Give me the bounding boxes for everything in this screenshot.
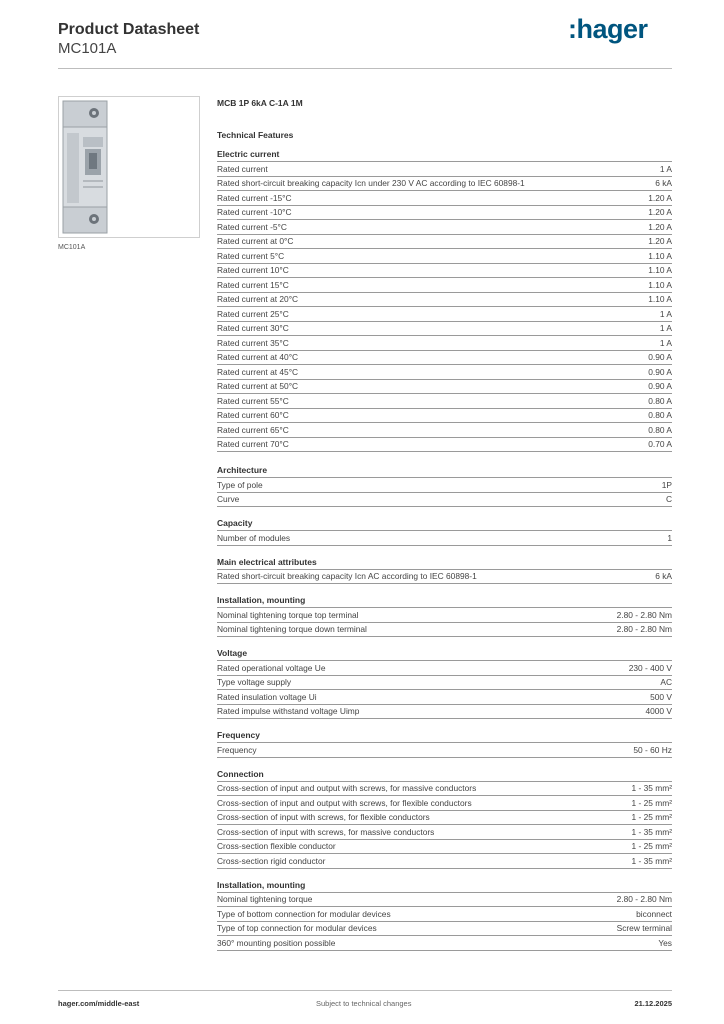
section-title: Architecture (217, 464, 672, 478)
spec-value: 1.10 A (648, 250, 672, 261)
spec-label: Rated current 70°C (217, 439, 289, 450)
spec-row (217, 493, 672, 508)
header-divider (58, 68, 672, 69)
product-image (58, 96, 200, 238)
spec-row (217, 608, 672, 623)
spec-row (217, 264, 672, 279)
spec-row (217, 278, 672, 293)
spec-value: 2.80 - 2.80 Nm (616, 894, 672, 905)
spec-row (217, 322, 672, 337)
spec-label: Rated current -15°C (217, 192, 292, 203)
spec-label: Rated current -10°C (217, 207, 292, 218)
hager-logo: :hager (568, 14, 648, 44)
section-title: Frequency (217, 729, 672, 743)
spec-row (217, 478, 672, 493)
spec-row (217, 423, 672, 438)
spec-row (217, 825, 672, 840)
spec-row (217, 570, 672, 585)
spec-label: Rated current (217, 163, 268, 174)
spec-value: 1 - 25 mm² (631, 841, 672, 852)
spec-value: 0.70 A (648, 439, 672, 450)
spec-label: Rated current at 45°C (217, 366, 299, 377)
spec-label: Frequency (217, 744, 257, 755)
spec-row (217, 893, 672, 908)
spec-value: 1.20 A (648, 207, 672, 218)
spec-label: Rated current 60°C (217, 410, 289, 421)
spec-row (217, 907, 672, 922)
section (217, 148, 672, 452)
spec-row (217, 531, 672, 546)
section-title: Voltage (217, 647, 672, 661)
spec-value: 1 - 25 mm² (631, 797, 672, 808)
spec-label: Cross-section of input with screws, for flexible conductors (217, 812, 430, 823)
spec-value: Yes (658, 937, 672, 948)
section (217, 768, 672, 869)
page-title: Product Datasheet (58, 21, 200, 38)
section (217, 556, 672, 585)
spec-label: 360° mounting position possible (217, 937, 336, 948)
spec-label: Rated short-circuit breaking capacity Icn under 230 V AC according to IEC 60898-1 (217, 178, 525, 189)
section-title: Electric current (217, 148, 672, 162)
spec-row (217, 782, 672, 797)
spec-value: 1 A (659, 308, 672, 319)
spec-value: 0.90 A (648, 366, 672, 377)
spec-row (217, 235, 672, 250)
spec-value: 1.10 A (648, 279, 672, 290)
spec-label: Type of pole (217, 479, 263, 490)
spec-value: 2.80 - 2.80 Nm (616, 609, 672, 620)
spec-value: 1 (667, 532, 672, 543)
spec-row (217, 623, 672, 638)
spec-value: 1 A (659, 163, 672, 174)
section (217, 464, 672, 507)
footer-divider (58, 990, 672, 991)
spec-value: 0.80 A (648, 424, 672, 435)
spec-value: 1.10 A (648, 265, 672, 276)
spec-row (217, 162, 672, 177)
spec-label: Rated impulse withstand voltage Uimp (217, 706, 360, 717)
spec-label: Rated current 35°C (217, 337, 289, 348)
spec-row (217, 336, 672, 351)
spec-value: 1.20 A (648, 221, 672, 232)
spec-value: 1.20 A (648, 192, 672, 203)
spec-label: Nominal tightening torque (217, 894, 313, 905)
spec-value: 1P (661, 479, 672, 490)
spec-row (217, 249, 672, 264)
spec-value: 0.80 A (648, 410, 672, 421)
spec-value: AC (660, 677, 672, 688)
spec-row (217, 854, 672, 869)
spec-value: 1 - 35 mm² (631, 855, 672, 866)
spec-label: Rated current at 50°C (217, 381, 299, 392)
footer-note: Subject to technical changes (316, 999, 412, 1008)
technical-content (217, 96, 672, 951)
image-caption: MC101A (58, 244, 86, 251)
spec-row (217, 438, 672, 453)
spec-label: Cross-section flexible conductor (217, 841, 336, 852)
spec-row (217, 307, 672, 322)
spec-row (217, 351, 672, 366)
section-title: Installation, mounting (217, 594, 672, 608)
spec-label: Rated current at 40°C (217, 352, 299, 363)
spec-label: Rated current 25°C (217, 308, 289, 319)
spec-row (217, 409, 672, 424)
spec-row (217, 380, 672, 395)
spec-value: 0.80 A (648, 395, 672, 406)
spec-label: Rated current -5°C (217, 221, 287, 232)
spec-row (217, 661, 672, 676)
spec-label: Rated current 30°C (217, 323, 289, 334)
spec-value: 6 kA (655, 571, 672, 582)
spec-value: 230 - 400 V (628, 662, 672, 673)
spec-label: Rated short-circuit breaking capacity Icn AC according to IEC 60898-1 (217, 571, 477, 582)
spec-row (217, 690, 672, 705)
spec-value: 1 - 35 mm² (631, 783, 672, 794)
spec-row (217, 293, 672, 308)
spec-label: Rated current at 0°C (217, 236, 294, 247)
spec-value: 1.10 A (648, 294, 672, 305)
spec-label: Rated operational voltage Ue (217, 662, 326, 673)
spec-value: 1 - 25 mm² (631, 812, 672, 823)
spec-row (217, 394, 672, 409)
spec-label: Rated current 10°C (217, 265, 289, 276)
spec-label: Cross-section of input and output with screws, for massive conductors (217, 783, 477, 794)
spec-value: 4000 V (645, 706, 672, 717)
spec-row (217, 365, 672, 380)
spec-label: Rated current 65°C (217, 424, 289, 435)
spec-row (217, 796, 672, 811)
section-title: Capacity (217, 517, 672, 531)
section (217, 594, 672, 637)
spec-value: C (665, 494, 672, 505)
section-title: Main electrical attributes (217, 556, 672, 570)
product-reference: MC101A (58, 40, 117, 57)
spec-row (217, 220, 672, 235)
spec-label: Type of bottom connection for modular devices (217, 908, 391, 919)
spec-row (217, 811, 672, 826)
spec-value: 2.80 - 2.80 Nm (616, 624, 672, 635)
spec-row (217, 743, 672, 758)
spec-value: 1 A (659, 337, 672, 348)
spec-label: Rated current at 20°C (217, 294, 299, 305)
spec-row (217, 206, 672, 221)
section-title: Connection (217, 768, 672, 782)
spec-label: Nominal tightening torque down terminal (217, 624, 367, 635)
spec-value: Screw terminal (616, 923, 672, 934)
spec-row (217, 177, 672, 192)
product-name: MCB 1P 6kA C-1A 1M (217, 98, 303, 108)
spec-label: Nominal tightening torque top terminal (217, 609, 359, 620)
spec-value: 6 kA (655, 178, 672, 189)
spec-label: Number of modules (217, 532, 291, 543)
circuit-breaker-icon (59, 97, 199, 237)
spec-value: 0.90 A (648, 381, 672, 392)
spec-label: Type of top connection for modular devices (217, 923, 377, 934)
spec-value: 500 V (650, 691, 672, 702)
spec-label: Type voltage supply (217, 677, 292, 688)
spec-row (217, 705, 672, 720)
spec-row (217, 936, 672, 951)
spec-value: 1.20 A (648, 236, 672, 247)
spec-label: Rated current 55°C (217, 395, 289, 406)
feature-sections (217, 148, 672, 951)
spec-label: Curve (217, 494, 240, 505)
section-title: Installation, mounting (217, 879, 672, 893)
section (217, 879, 672, 951)
spec-value: 50 - 60 Hz (633, 744, 672, 755)
spec-value: 1 - 35 mm² (631, 826, 672, 837)
footer-website-link[interactable]: hager.com/middle-east (58, 999, 140, 1008)
spec-label: Rated current 15°C (217, 279, 289, 290)
spec-label: Cross-section of input with screws, for massive conductors (217, 826, 435, 837)
spec-row (217, 191, 672, 206)
section (217, 647, 672, 719)
spec-label: Rated insulation voltage Ui (217, 691, 317, 702)
section (217, 729, 672, 758)
spec-row (217, 840, 672, 855)
spec-value: 1 A (659, 323, 672, 334)
spec-label: Cross-section rigid conductor (217, 855, 326, 866)
footer-date: 21.12.2025 (634, 999, 672, 1008)
spec-row (217, 676, 672, 691)
spec-value: 0.90 A (648, 352, 672, 363)
section (217, 517, 672, 546)
spec-value: biconnect (636, 908, 672, 919)
spec-label: Cross-section of input and output with screws, for flexible conductors (217, 797, 472, 808)
technical-features-heading: Technical Features (217, 130, 294, 140)
spec-row (217, 922, 672, 937)
spec-label: Rated current 5°C (217, 250, 285, 261)
